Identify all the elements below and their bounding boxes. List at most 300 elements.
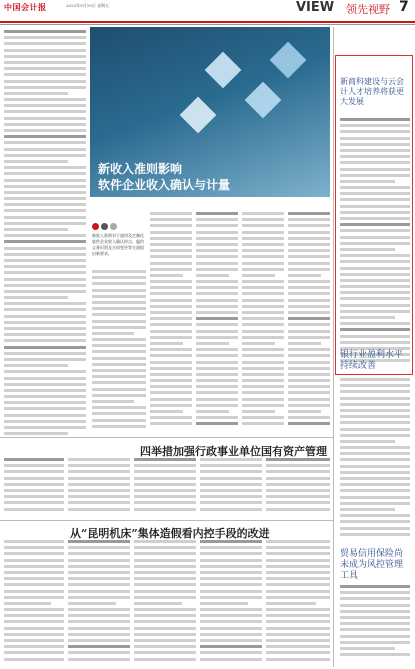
article-column-13 — [68, 540, 130, 665]
text-line — [288, 336, 330, 339]
text-line — [92, 332, 134, 335]
text-line — [4, 552, 64, 555]
text-line — [4, 290, 86, 293]
text-line — [266, 571, 330, 574]
text-line — [242, 224, 284, 227]
text-line — [92, 289, 146, 292]
text-line — [196, 224, 238, 227]
text-line — [196, 274, 229, 277]
text-line — [4, 166, 86, 169]
text-line — [200, 565, 262, 568]
text-line — [340, 465, 410, 468]
text-line — [340, 297, 410, 300]
text-line — [68, 596, 130, 599]
text-line — [242, 299, 284, 302]
text-line — [288, 398, 330, 401]
header-rule — [0, 21, 415, 23]
text-line — [196, 280, 238, 283]
text-line — [4, 36, 86, 39]
text-line — [4, 86, 86, 89]
text-line — [150, 354, 192, 357]
text-line — [340, 591, 410, 594]
text-line — [196, 231, 238, 234]
text-line — [92, 394, 146, 397]
text-line — [266, 651, 330, 654]
text-line — [242, 385, 284, 388]
text-line — [134, 583, 196, 586]
text-line — [92, 412, 146, 415]
text-line — [134, 546, 196, 549]
text-line — [150, 224, 192, 227]
text-line — [4, 627, 64, 630]
text-line — [4, 61, 86, 64]
text-line — [4, 98, 86, 101]
text-line — [196, 342, 229, 345]
text-line — [266, 577, 330, 580]
text-line — [4, 308, 86, 311]
text-line — [196, 317, 238, 320]
text-line — [92, 307, 146, 310]
text-line — [4, 565, 64, 568]
article-column-8 — [68, 458, 130, 518]
article-column-14 — [134, 540, 196, 665]
text-line — [68, 571, 130, 574]
text-line — [242, 311, 284, 314]
feature-title-line2: 软件企业收入确认与计量 — [98, 178, 231, 192]
text-line — [4, 296, 68, 299]
text-line — [4, 148, 86, 151]
text-line — [4, 271, 86, 274]
text-line — [4, 203, 86, 206]
text-line — [92, 295, 146, 298]
text-line — [340, 397, 410, 400]
text-line — [150, 342, 183, 345]
article-column-4 — [242, 212, 284, 432]
text-line — [68, 583, 130, 586]
text-line — [242, 367, 284, 370]
text-line — [134, 508, 196, 511]
text-line — [4, 104, 86, 107]
text-line — [150, 330, 192, 333]
text-line — [266, 540, 330, 543]
text-line — [4, 234, 86, 237]
text-line — [340, 217, 410, 220]
section-divider — [0, 520, 333, 521]
text-line — [340, 604, 410, 607]
text-line — [266, 583, 330, 586]
text-line — [288, 249, 330, 252]
text-line — [288, 361, 330, 364]
text-line — [340, 223, 410, 226]
text-line — [288, 292, 330, 295]
text-line — [92, 326, 146, 329]
text-line — [340, 341, 410, 344]
text-line — [242, 255, 284, 258]
text-line — [340, 489, 410, 492]
text-line — [134, 540, 196, 543]
text-line — [288, 268, 330, 271]
text-line — [340, 260, 410, 263]
text-line — [150, 286, 192, 289]
text-line — [340, 211, 410, 214]
text-line — [68, 590, 130, 593]
text-line — [4, 620, 64, 623]
text-line — [200, 577, 262, 580]
text-line — [340, 285, 410, 288]
text-line — [242, 218, 284, 221]
text-line — [200, 639, 262, 642]
text-line — [200, 540, 262, 543]
text-line — [4, 645, 64, 648]
text-line — [68, 565, 130, 568]
text-line — [68, 608, 130, 611]
text-line — [242, 398, 284, 401]
text-line — [242, 305, 284, 308]
text-line — [340, 471, 410, 474]
text-line — [288, 311, 330, 314]
text-line — [266, 464, 330, 467]
text-line — [200, 658, 262, 661]
text-line — [134, 495, 196, 498]
text-line — [92, 344, 146, 347]
text-line — [340, 137, 410, 140]
text-line — [4, 508, 64, 511]
text-line — [4, 651, 64, 654]
text-line — [200, 458, 262, 461]
text-line — [340, 248, 395, 251]
text-line — [288, 404, 330, 407]
text-line — [4, 92, 68, 95]
article-column-5 — [288, 212, 330, 432]
text-line — [4, 407, 86, 410]
text-line — [340, 242, 410, 245]
text-line — [150, 367, 192, 370]
text-line — [340, 483, 410, 486]
text-line — [266, 495, 330, 498]
text-line — [68, 458, 130, 461]
text-line — [340, 403, 410, 406]
text-line — [68, 489, 130, 492]
issue-date: 2023年5月19日 星期五 — [66, 3, 110, 8]
text-line — [92, 375, 146, 378]
section-label-cn: 领先视野 — [346, 3, 390, 16]
text-line — [4, 327, 86, 330]
text-line — [242, 249, 284, 252]
text-line — [4, 596, 64, 599]
text-line — [134, 658, 196, 661]
text-line — [242, 286, 284, 289]
text-line — [68, 651, 130, 654]
text-line — [196, 212, 238, 215]
article-column-6 — [92, 270, 146, 432]
text-line — [196, 262, 238, 265]
dot-icon — [101, 223, 108, 230]
text-line — [150, 268, 192, 271]
text-line — [200, 571, 262, 574]
text-line — [4, 321, 86, 324]
box-article-body — [340, 118, 410, 368]
text-line — [196, 299, 238, 302]
article-column-12 — [4, 540, 64, 665]
text-line — [4, 346, 86, 349]
text-line — [266, 620, 330, 623]
text-line — [92, 381, 146, 384]
text-line — [4, 420, 86, 423]
text-line — [340, 291, 410, 294]
text-line — [288, 330, 330, 333]
text-line — [150, 262, 192, 265]
text-line — [4, 489, 64, 492]
text-line — [340, 118, 410, 121]
text-line — [134, 608, 196, 611]
text-line — [4, 55, 86, 58]
text-line — [266, 501, 330, 504]
text-line — [134, 620, 196, 623]
text-line — [196, 348, 238, 351]
text-line — [288, 218, 330, 221]
text-line — [200, 614, 262, 617]
text-line — [196, 379, 238, 382]
text-line — [4, 185, 86, 188]
text-line — [288, 410, 321, 413]
text-line — [200, 501, 262, 504]
text-line — [266, 602, 316, 605]
text-line — [4, 172, 86, 175]
text-line — [266, 596, 330, 599]
text-line — [196, 367, 238, 370]
text-line — [242, 354, 284, 357]
text-line — [92, 400, 134, 403]
text-line — [340, 229, 410, 232]
text-line — [266, 614, 330, 617]
text-line — [288, 305, 330, 308]
text-line — [68, 658, 130, 661]
text-line — [200, 590, 262, 593]
text-line — [92, 313, 146, 316]
text-line — [288, 385, 330, 388]
text-line — [288, 274, 321, 277]
text-line — [288, 262, 330, 265]
text-line — [150, 212, 192, 215]
text-line — [150, 274, 183, 277]
text-line — [242, 292, 284, 295]
text-line — [196, 361, 238, 364]
text-line — [242, 391, 284, 394]
article-column-3 — [196, 212, 238, 432]
text-line — [4, 278, 86, 281]
text-line — [288, 416, 330, 419]
text-line — [68, 633, 130, 636]
text-line — [4, 253, 86, 256]
section-label-en: VIEW — [296, 0, 335, 15]
text-line — [92, 419, 146, 422]
text-line — [200, 470, 262, 473]
text-line — [200, 546, 262, 549]
text-line — [4, 577, 64, 580]
text-line — [68, 602, 116, 605]
text-line — [340, 502, 410, 505]
text-line — [340, 168, 410, 171]
text-line — [288, 255, 330, 258]
text-line — [266, 627, 330, 630]
text-line — [242, 404, 284, 407]
text-line — [288, 243, 330, 246]
text-line — [4, 216, 86, 219]
masthead-brand: 中国会计报 — [4, 2, 47, 12]
text-line — [4, 470, 64, 473]
article-column-15 — [200, 540, 262, 665]
text-line — [4, 135, 86, 138]
text-line — [150, 280, 192, 283]
text-line — [340, 180, 395, 183]
text-line — [4, 73, 86, 76]
text-line — [340, 335, 410, 338]
text-line — [200, 596, 262, 599]
text-line — [4, 265, 86, 268]
text-line — [242, 373, 284, 376]
text-line — [4, 501, 64, 504]
text-line — [150, 255, 192, 258]
text-line — [340, 384, 410, 387]
text-line — [4, 197, 86, 200]
header-rule-thin — [0, 24, 415, 25]
text-line — [150, 385, 192, 388]
text-line — [92, 282, 146, 285]
text-line — [340, 421, 410, 424]
right-headline-trade-credit: 贸易信用保险尚未成为风控管理工具 — [340, 549, 404, 581]
text-line — [340, 527, 410, 530]
text-line — [340, 520, 410, 523]
text-line — [340, 647, 395, 650]
article-column-7 — [4, 458, 64, 518]
column-divider — [333, 27, 334, 667]
decorative-dots — [92, 215, 119, 234]
text-line — [150, 305, 192, 308]
text-line — [340, 316, 395, 319]
text-line — [92, 270, 146, 273]
box-article-title: 新商科建设与云会计人才培养将获更大发展 — [340, 77, 404, 106]
text-line — [134, 639, 196, 642]
text-line — [134, 464, 196, 467]
text-line — [340, 198, 410, 201]
text-line — [4, 191, 86, 194]
text-line — [150, 348, 192, 351]
text-line — [134, 458, 196, 461]
text-line — [92, 301, 146, 304]
text-line — [288, 280, 330, 283]
text-line — [4, 389, 86, 392]
text-line — [4, 383, 86, 386]
article-column-1 — [4, 30, 86, 440]
text-line — [200, 489, 262, 492]
text-line — [288, 354, 330, 357]
text-line — [288, 422, 330, 425]
feature-title-line1: 新收入准则影响 — [98, 162, 183, 176]
text-line — [340, 415, 410, 418]
text-line — [68, 470, 130, 473]
text-line — [340, 434, 410, 437]
text-line — [340, 635, 410, 638]
text-line — [340, 641, 410, 644]
text-line — [288, 348, 330, 351]
text-line — [92, 425, 146, 428]
text-line — [266, 477, 330, 480]
text-line — [200, 627, 262, 630]
text-line — [4, 377, 86, 380]
text-line — [134, 559, 196, 562]
dot-icon — [110, 223, 117, 230]
text-line — [340, 279, 410, 282]
text-line — [134, 627, 196, 630]
text-line — [340, 653, 410, 656]
text-line — [196, 336, 238, 339]
text-line — [68, 614, 130, 617]
text-line — [4, 477, 64, 480]
text-line — [134, 633, 196, 636]
text-line — [4, 302, 86, 305]
text-line — [4, 590, 64, 593]
text-line — [4, 80, 86, 83]
text-line — [134, 596, 196, 599]
text-line — [200, 645, 262, 648]
text-line — [150, 422, 192, 425]
text-line — [340, 585, 410, 588]
text-line — [196, 305, 238, 308]
text-line — [242, 361, 284, 364]
text-line — [288, 373, 330, 376]
text-line — [242, 416, 284, 419]
text-line — [4, 559, 64, 562]
text-line — [340, 514, 410, 517]
text-line — [340, 254, 410, 257]
text-line — [4, 333, 86, 336]
text-line — [4, 284, 86, 287]
text-line — [150, 379, 192, 382]
text-line — [150, 243, 192, 246]
text-line — [340, 310, 410, 313]
text-line — [4, 483, 64, 486]
page-number: 7 — [399, 0, 409, 15]
text-line — [196, 422, 238, 425]
text-line — [340, 161, 410, 164]
text-line — [266, 508, 330, 511]
text-line — [196, 330, 238, 333]
text-line — [92, 369, 146, 372]
text-line — [4, 370, 86, 373]
text-line — [266, 565, 330, 568]
text-line — [196, 237, 238, 240]
text-line — [134, 651, 196, 654]
text-line — [242, 231, 284, 234]
text-line — [4, 414, 86, 417]
text-line — [134, 645, 196, 648]
text-line — [340, 446, 410, 449]
text-line — [4, 315, 86, 318]
text-line — [340, 452, 410, 455]
text-line — [242, 323, 284, 326]
text-line — [92, 338, 146, 341]
text-line — [68, 627, 130, 630]
text-line — [150, 416, 192, 419]
text-line — [92, 320, 146, 323]
text-line — [134, 614, 196, 617]
article-column-11 — [266, 458, 330, 518]
article-column-2 — [150, 212, 192, 432]
text-line — [4, 658, 64, 661]
text-line — [4, 495, 64, 498]
text-line — [4, 42, 86, 45]
text-line — [266, 470, 330, 473]
